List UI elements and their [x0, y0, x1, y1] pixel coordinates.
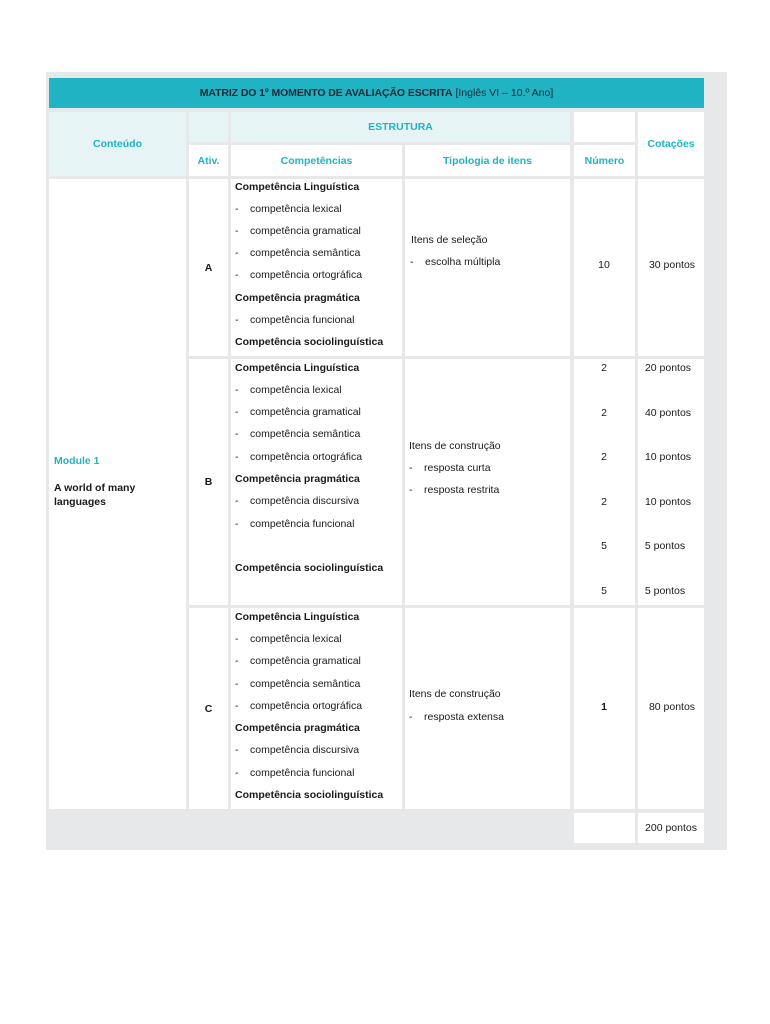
matrix-title-bar: [49, 78, 704, 108]
numero-value: 2: [601, 451, 607, 463]
comp-gramatical: - competência gramatical: [235, 406, 361, 419]
ativ-b: B: [189, 359, 228, 605]
cotacao-value: 5 pontos: [644, 540, 686, 552]
cotacao-value: 30 pontos: [648, 259, 696, 271]
tipologia-item: - resposta extensa: [409, 711, 504, 724]
comp-sociolinguistica: Competência sociolinguística: [235, 336, 384, 348]
competencias-a: [231, 179, 402, 356]
numero-value: 5: [601, 585, 607, 597]
cotacao-value: 10 pontos: [644, 496, 692, 508]
comp-pragmatica: Competência pragmática: [235, 473, 360, 485]
comp-gramatical: - competência gramatical: [235, 225, 361, 238]
tipologia-item: - resposta restrita: [409, 484, 499, 497]
comp-linguistica: Competência Linguística: [235, 611, 360, 623]
numero-value: 1: [601, 701, 607, 713]
comp-linguistica: Competência Linguística: [235, 181, 360, 193]
header-conteudo: Conteúdo: [49, 112, 186, 176]
module-name: Module 1: [54, 455, 100, 467]
numero-a: [574, 179, 635, 356]
comp-semantica: - competência semântica: [235, 678, 360, 691]
tipologia-c: [405, 608, 570, 809]
numero-value: 2: [601, 407, 607, 419]
cotacao-value: 5 pontos: [644, 585, 686, 597]
comp-ortografica: - competência ortográfica: [235, 269, 362, 282]
numero-value: 5: [601, 540, 607, 552]
comp-ortografica: - competência ortográfica: [235, 451, 362, 464]
header-empty-cell: [574, 112, 635, 142]
header-estrutura: ESTRUTURA: [231, 112, 570, 142]
tipologia-title: Itens de construção: [409, 440, 501, 452]
comp-ortografica: - competência ortográfica: [235, 700, 362, 713]
header-competencias: Competências: [231, 145, 402, 176]
numero-value: 2: [601, 496, 607, 508]
tipologia-title: Itens de seleção: [411, 234, 488, 246]
comp-pragmatica: Competência pragmática: [235, 722, 360, 734]
header-cotacoes: Cotações: [638, 112, 704, 176]
comp-funcional: - competência funcional: [235, 518, 354, 531]
cotacao-value: 20 pontos: [644, 362, 692, 374]
conteudo-cell: [49, 179, 186, 809]
comp-sociolinguistica: Competência sociolinguística: [235, 789, 384, 801]
comp-lexical: - competência lexical: [235, 633, 342, 646]
comp-linguistica: Competência Linguística: [235, 362, 360, 374]
cotacao-b: [638, 359, 704, 605]
tipologia-item: - resposta curta: [409, 462, 491, 475]
total-cotacao: 200 pontos: [638, 813, 704, 843]
total-empty-cell: [574, 813, 635, 843]
numero-c: [574, 608, 635, 809]
comp-semantica: - competência semântica: [235, 247, 360, 260]
comp-lexical: - competência lexical: [235, 203, 342, 216]
header-blank-cell: [189, 112, 228, 142]
comp-lexical: - competência lexical: [235, 384, 342, 397]
tipologia-title: Itens de construção: [409, 688, 501, 700]
comp-funcional: - competência funcional: [235, 767, 354, 780]
comp-discursiva: - competência discursiva: [235, 744, 359, 757]
comp-gramatical: - competência gramatical: [235, 655, 361, 668]
header-numero: Número: [574, 145, 635, 176]
cotacao-value: 40 pontos: [644, 407, 692, 419]
matrix-subtitle: [Inglês VI – 10.º Ano]: [455, 87, 554, 99]
matrix-title: MATRIZ DO 1º MOMENTO DE AVALIAÇÃO ESCRITA: [199, 87, 453, 99]
cotacao-c: [638, 608, 704, 809]
tipologia-b: [405, 359, 570, 605]
competencias-b: [231, 359, 402, 605]
cotacao-value: 10 pontos: [644, 451, 692, 463]
numero-b: [574, 359, 635, 605]
comp-semantica: - competência semântica: [235, 428, 360, 441]
numero-value: 2: [601, 362, 607, 374]
comp-discursiva: - competência discursiva: [235, 495, 359, 508]
cotacao-a: [638, 179, 704, 356]
cotacao-value: 80 pontos: [648, 701, 696, 713]
module-title: A world of many languages: [54, 482, 136, 508]
tipologia-item: - escolha múltipla: [410, 256, 500, 269]
comp-pragmatica: Competência pragmática: [235, 292, 360, 304]
comp-funcional: - competência funcional: [235, 314, 354, 327]
ativ-a: A: [189, 179, 228, 356]
header-tipologia: Tipologia de itens: [405, 145, 570, 176]
ativ-c: C: [189, 608, 228, 809]
comp-sociolinguistica: Competência sociolinguística: [235, 562, 384, 574]
header-ativ: Ativ.: [189, 145, 228, 176]
tipologia-a: [405, 179, 570, 356]
numero-value: 10: [598, 259, 610, 271]
competencias-c: [231, 608, 402, 809]
